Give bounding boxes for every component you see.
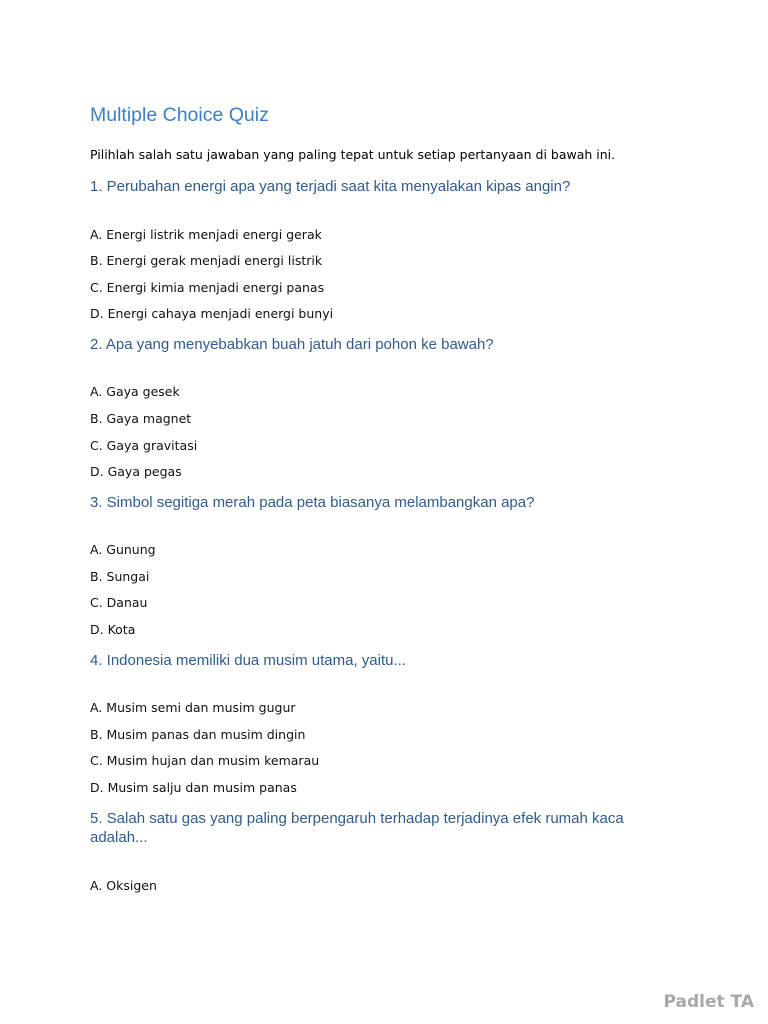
option-item: C. Energi kimia menjadi energi panas <box>90 279 325 295</box>
question-text: 2. Apa yang menyebabkan buah jatuh dari pohon ke bawah? <box>90 335 494 353</box>
option-item: B. Sungai <box>90 568 150 584</box>
option-item: A. Musim semi dan musim gugur <box>90 700 296 716</box>
question-block <box>90 809 650 904</box>
question-block <box>90 493 650 648</box>
option-list <box>90 541 650 647</box>
option-list <box>90 383 650 489</box>
option-item: B. Gaya magnet <box>90 410 192 426</box>
option-item: C. Musim hujan dan musim kemarau <box>90 753 320 769</box>
option-item: A. Gaya gesek <box>90 384 180 400</box>
quiz-title: Multiple Choice Quiz <box>90 104 269 126</box>
question-text: 4. Indonesia memiliki dua musim utama, yaitu... <box>90 651 406 669</box>
option-list <box>90 699 650 805</box>
option-item: D. Gaya pegas <box>90 464 182 480</box>
question-block <box>90 651 650 806</box>
option-item: D. Energi cahaya menjadi energi bunyi <box>90 306 334 322</box>
option-item: A. Gunung <box>90 542 156 558</box>
option-item: A. Energi listrik menjadi energi gerak <box>90 226 322 242</box>
option-list <box>90 226 650 332</box>
question-text: 1. Perubahan energi apa yang terjadi saat kita menyalakan kipas angin? <box>90 178 571 195</box>
quiz-instruction: Pilihlah salah satu jawaban yang paling tepat untuk setiap pertanyaan di bawah ini. <box>90 147 616 162</box>
option-item: B. Energi gerak menjadi energi listrik <box>90 253 323 269</box>
option-list <box>90 877 650 904</box>
quiz-content <box>90 102 650 906</box>
option-item: D. Musim salju dan musim panas <box>90 779 297 795</box>
question-text: 3. Simbol segitiga merah pada peta biasanya melambangkan apa? <box>90 493 535 511</box>
padlet-watermark: Padlet TA <box>663 992 754 1012</box>
option-item: C. Danau <box>90 595 148 611</box>
question-text: 5. Salah satu gas yang paling berpengaruh terhadap terjadinya efek rumah kaca adalah... <box>90 809 624 846</box>
option-item: C. Gaya gravitasi <box>90 437 198 453</box>
question-block <box>90 335 650 490</box>
option-item: D. Kota <box>90 622 136 638</box>
question-block <box>90 177 650 332</box>
option-item: B. Musim panas dan musim dingin <box>90 726 306 742</box>
option-item: A. Oksigen <box>90 877 157 893</box>
